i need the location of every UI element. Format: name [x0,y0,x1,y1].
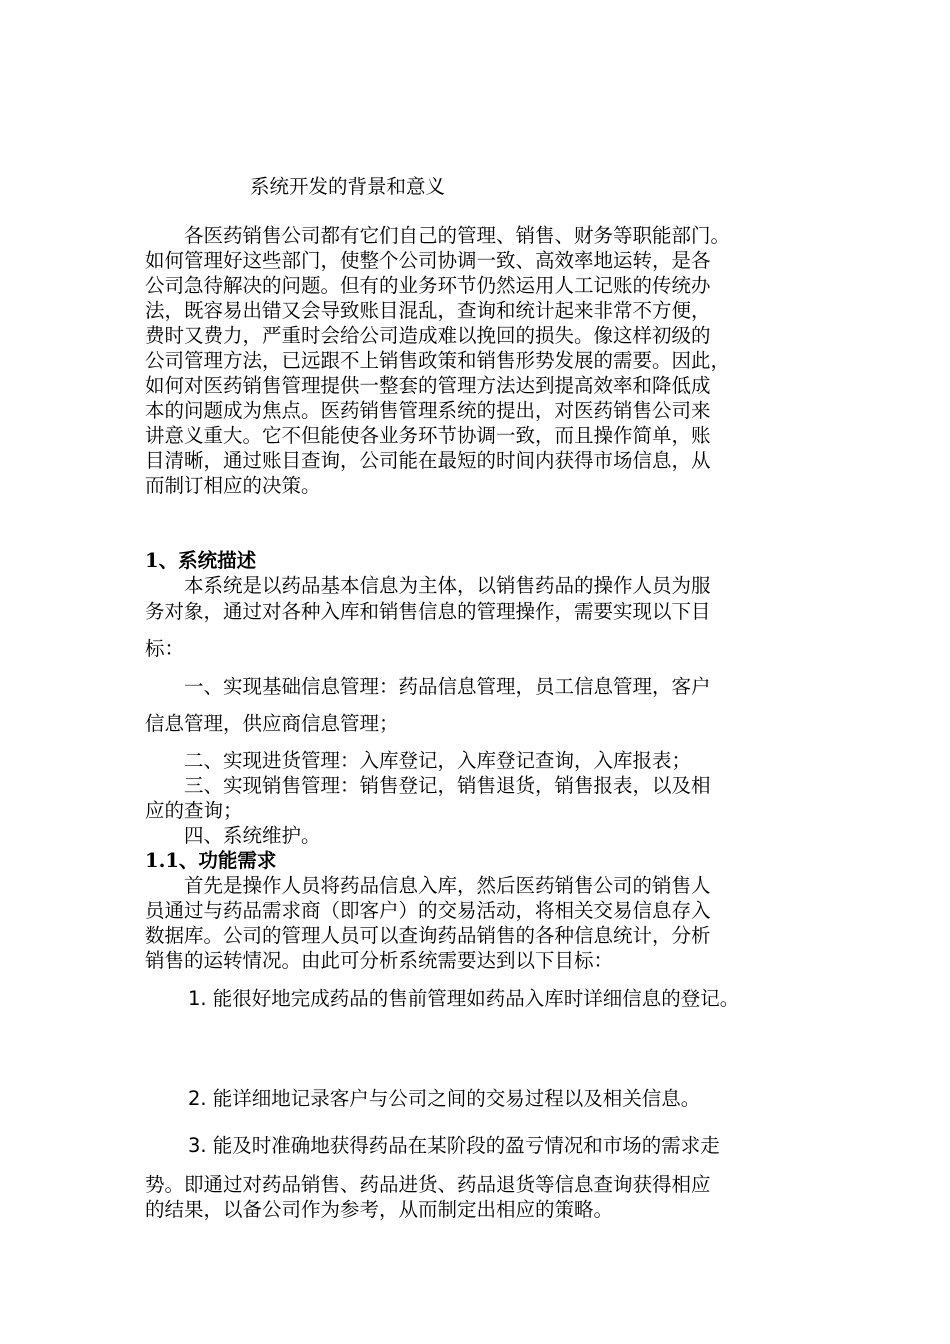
intro-line: 公司急待解决的问题。但有的业务环节仍然运用人工记账的传统办 [145,274,711,297]
section-heading: 1、系统描述 [145,549,257,572]
intro-line: 讲意义重大。它不但能使各业务环节协调一致，而且操作简单，账 [145,424,711,447]
section1-line: 务对象，通过对各种入库和销售信息的管理操作，需要实现以下目 [145,600,711,623]
requirement-item: 1. 能很好地完成药品的售前管理如药品入库时详细信息的登记。 [188,987,740,1010]
goal-line: 二、实现进货管理：入库登记，入库登记查询，入库报表； [145,749,692,772]
requirement-item-line: 势。即通过对药品销售、药品进货、药品退货等信息查询获得相应 [145,1173,711,1196]
goal-line: 四、系统维护。 [145,824,321,847]
intro-line: 如何对医药销售管理提供一整套的管理方法达到提高效率和降低成 [145,374,711,397]
section1-line: 本系统是以药品基本信息为主体，以销售药品的操作人员为服 [145,574,711,597]
intro-line: 本的问题成为焦点。医药销售管理系统的提出，对医药销售公司来 [145,399,711,422]
section-heading: 1.1、功能需求 [145,849,277,872]
intro-line: 目清晰，通过账目查询，公司能在最短的时间内获得市场信息，从 [145,449,711,472]
intro-line: 公司管理方法，已远跟不上销售政策和销售形势发展的需要。因此， [145,349,731,372]
intro-line: 费时又费力，严重时会给公司造成难以挽回的损失。像这样初级的 [145,324,711,347]
document-title: 系统开发的背景和意义 [250,175,446,198]
section11-line: 销售的运转情况。由此可分析系统需要达到以下目标： [145,949,614,972]
section1-line: 标： [145,637,185,660]
requirement-item-line: 的结果，以备公司作为参考，从而制定出相应的策略。 [145,1198,614,1221]
intro-line: 如何管理好这些部门，使整个公司协调一致、高效率地运转，是各 [145,249,711,272]
intro-line: 法，既容易出错又会导致账目混乱，查询和统计起来非常不方便， [145,299,711,322]
section11-line: 数据库。公司的管理人员可以查询药品销售的各种信息统计，分析 [145,924,711,947]
goal-line: 一、实现基础信息管理：药品信息管理，员工信息管理，客户 [145,675,711,698]
goal-line: 应的查询； [145,799,243,822]
intro-line: 而制订相应的决策。 [145,474,321,497]
section11-line: 员通过与药品需求商（即客户）的交易活动，将相关交易信息存入 [145,899,711,922]
requirement-item: 2. 能详细地记录客户与公司之间的交易过程以及相关信息。 [188,1087,701,1110]
goal-line: 信息管理，供应商信息管理； [145,712,399,735]
section11-line: 首先是操作人员将药品信息入库，然后医药销售公司的销售人 [145,874,711,897]
goal-line: 三、实现销售管理：销售登记，销售退货，销售报表，以及相 [145,774,711,797]
requirement-item: 3. 能及时准确地获得药品在某阶段的盈亏情况和市场的需求走 [188,1134,720,1157]
intro-line: 各医药销售公司都有它们自己的管理、销售、财务等职能部门。 [145,224,731,247]
